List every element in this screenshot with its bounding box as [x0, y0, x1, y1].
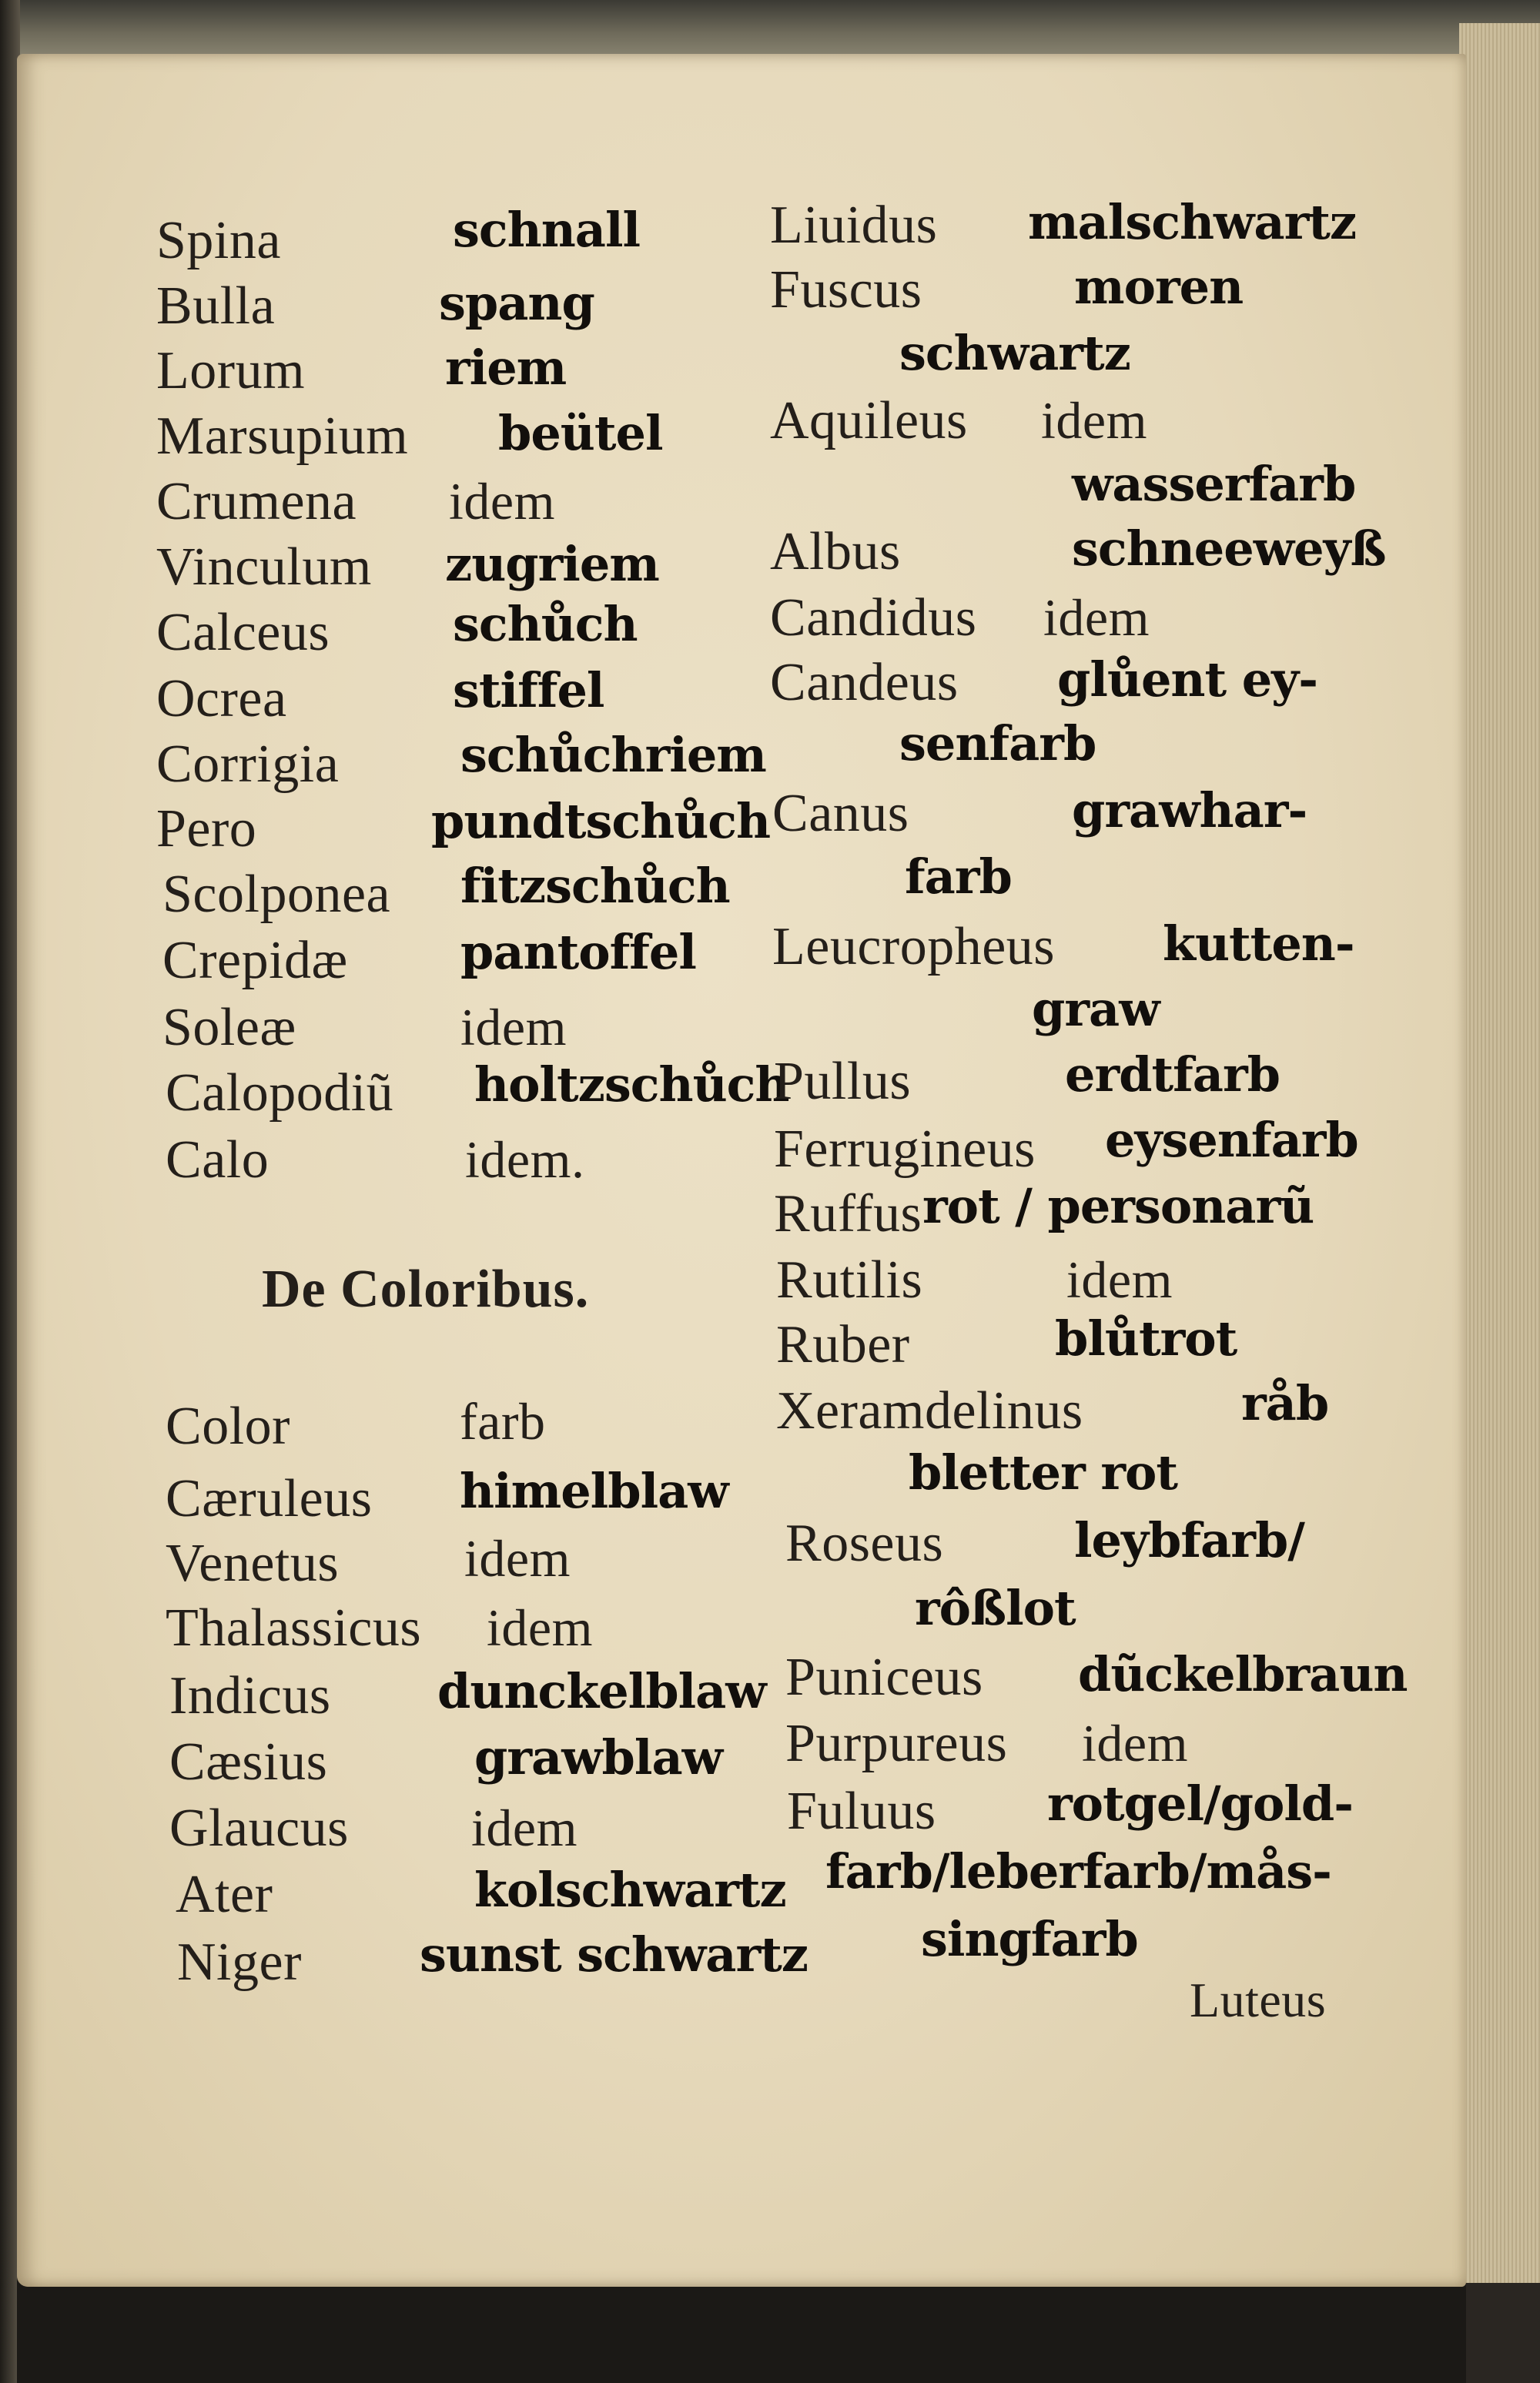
german-gloss: senfarb	[899, 715, 1096, 771]
german-gloss: rôßlot	[915, 1580, 1076, 1636]
latin-term: Calceus	[156, 603, 330, 662]
latin-term: Fuscus	[770, 260, 922, 320]
german-gloss: kolschwartz	[474, 1862, 786, 1918]
german-gloss: idem	[1041, 391, 1147, 450]
latin-term: Calo	[166, 1130, 270, 1190]
page-fore-edge	[1459, 23, 1540, 2283]
german-gloss: riem	[445, 340, 567, 396]
latin-term: Pullus	[774, 1052, 912, 1111]
latin-term: Crepidæ	[162, 931, 348, 990]
latin-term: Venetus	[166, 1534, 340, 1593]
latin-term: Puniceus	[785, 1648, 983, 1707]
german-gloss: beütel	[498, 405, 663, 461]
latin-term: Ocrea	[156, 669, 287, 728]
latin-term: Color	[166, 1397, 290, 1456]
german-gloss: zugriem	[445, 536, 659, 592]
german-gloss: holtzschůch	[474, 1056, 789, 1113]
latin-term: Glaucus	[169, 1799, 349, 1858]
german-gloss: blůtrot	[1055, 1310, 1237, 1367]
german-gloss: pantoffel	[460, 924, 696, 980]
latin-term: Crumena	[156, 472, 357, 531]
latin-term: Leucropheus	[772, 917, 1056, 976]
latin-term: Pero	[156, 799, 257, 858]
german-gloss: schůchriem	[460, 727, 766, 783]
german-gloss: idem	[1043, 588, 1150, 647]
german-gloss: idem	[464, 1529, 571, 1588]
german-gloss: idem	[460, 998, 567, 1056]
latin-term: Albus	[770, 522, 901, 581]
german-gloss: dũckelbraun	[1078, 1646, 1408, 1702]
german-gloss: idem	[1066, 1250, 1173, 1309]
latin-term: Cæruleus	[166, 1469, 373, 1528]
german-gloss: råb	[1241, 1375, 1329, 1431]
german-gloss: dunckelblaw	[437, 1663, 766, 1719]
german-gloss: idem	[449, 472, 555, 530]
german-gloss: spang	[439, 275, 594, 331]
german-gloss: fitzschůch	[460, 858, 730, 914]
german-gloss: rotgel/gold-	[1047, 1776, 1353, 1832]
german-gloss: wasserfarb	[1072, 456, 1356, 512]
latin-term: Lorum	[156, 341, 306, 400]
latin-term: Corrigia	[156, 735, 340, 794]
german-gloss: sunst schwartz	[420, 1926, 808, 1983]
latin-term: Spina	[156, 211, 281, 270]
latin-term: Scolponea	[162, 865, 391, 924]
latin-term: Ruffus	[774, 1184, 922, 1243]
german-gloss: moren	[1074, 259, 1244, 315]
german-gloss: eysenfarb	[1105, 1112, 1358, 1168]
latin-term: Indicus	[169, 1666, 331, 1725]
section-heading: De Coloribus.	[262, 1260, 590, 1319]
german-gloss: pundtschůch	[431, 793, 771, 849]
latin-term: Purpureus	[785, 1714, 1008, 1773]
german-gloss: schnall	[453, 202, 641, 258]
german-gloss: erdtfarb	[1065, 1046, 1280, 1103]
german-gloss: himelblaw	[460, 1463, 728, 1519]
german-gloss: graw	[1032, 981, 1160, 1037]
german-gloss: farb/leberfarb/mås-	[825, 1843, 1331, 1899]
german-gloss: idem	[487, 1598, 593, 1657]
german-gloss: rot / personarũ	[922, 1178, 1314, 1234]
latin-term: Soleæ	[162, 998, 296, 1057]
german-gloss: singfarb	[921, 1911, 1138, 1967]
latin-term: Marsupium	[156, 407, 409, 466]
german-gloss: farb	[460, 1392, 546, 1451]
german-gloss: malschwartz	[1028, 194, 1357, 250]
german-gloss: farb	[905, 848, 1012, 905]
german-gloss: idem	[471, 1799, 578, 1857]
german-gloss: kutten-	[1163, 915, 1354, 972]
latin-term: Niger	[177, 1933, 302, 1992]
german-gloss: idem	[1082, 1714, 1188, 1772]
german-gloss: leybfarb/	[1074, 1512, 1304, 1568]
latin-term: Rutilis	[776, 1250, 923, 1310]
catchword: Luteus	[1190, 1973, 1327, 2027]
latin-term: Candeus	[770, 653, 959, 712]
german-gloss: schůch	[453, 596, 638, 652]
latin-term: Bulla	[156, 276, 276, 336]
german-gloss: idem.	[465, 1130, 585, 1189]
german-gloss: bletter rot	[909, 1444, 1177, 1501]
german-gloss: schneeweyß	[1072, 520, 1386, 577]
german-gloss: schwartz	[899, 325, 1130, 381]
latin-term: Liuidus	[770, 196, 938, 255]
latin-term: Roseus	[785, 1514, 944, 1573]
latin-term: Ater	[176, 1865, 273, 1924]
latin-term: Candidus	[770, 588, 977, 648]
latin-term: Ferrugineus	[774, 1120, 1036, 1179]
latin-term: Xeramdelinus	[776, 1381, 1083, 1441]
latin-term: Fuluus	[787, 1782, 936, 1841]
german-gloss: grawhar-	[1072, 782, 1307, 838]
latin-term: Vinculum	[156, 537, 372, 597]
german-gloss: glůent ey-	[1057, 651, 1317, 708]
latin-term: Ruber	[776, 1315, 910, 1374]
german-gloss: grawblaw	[474, 1729, 723, 1786]
latin-term: Calopodiũ	[166, 1063, 394, 1123]
latin-term: Canus	[772, 784, 909, 843]
latin-term: Aquileus	[770, 391, 968, 450]
latin-term: Cæsius	[169, 1732, 328, 1792]
latin-term: Thalassicus	[166, 1598, 422, 1658]
german-gloss: stiffel	[453, 662, 604, 718]
